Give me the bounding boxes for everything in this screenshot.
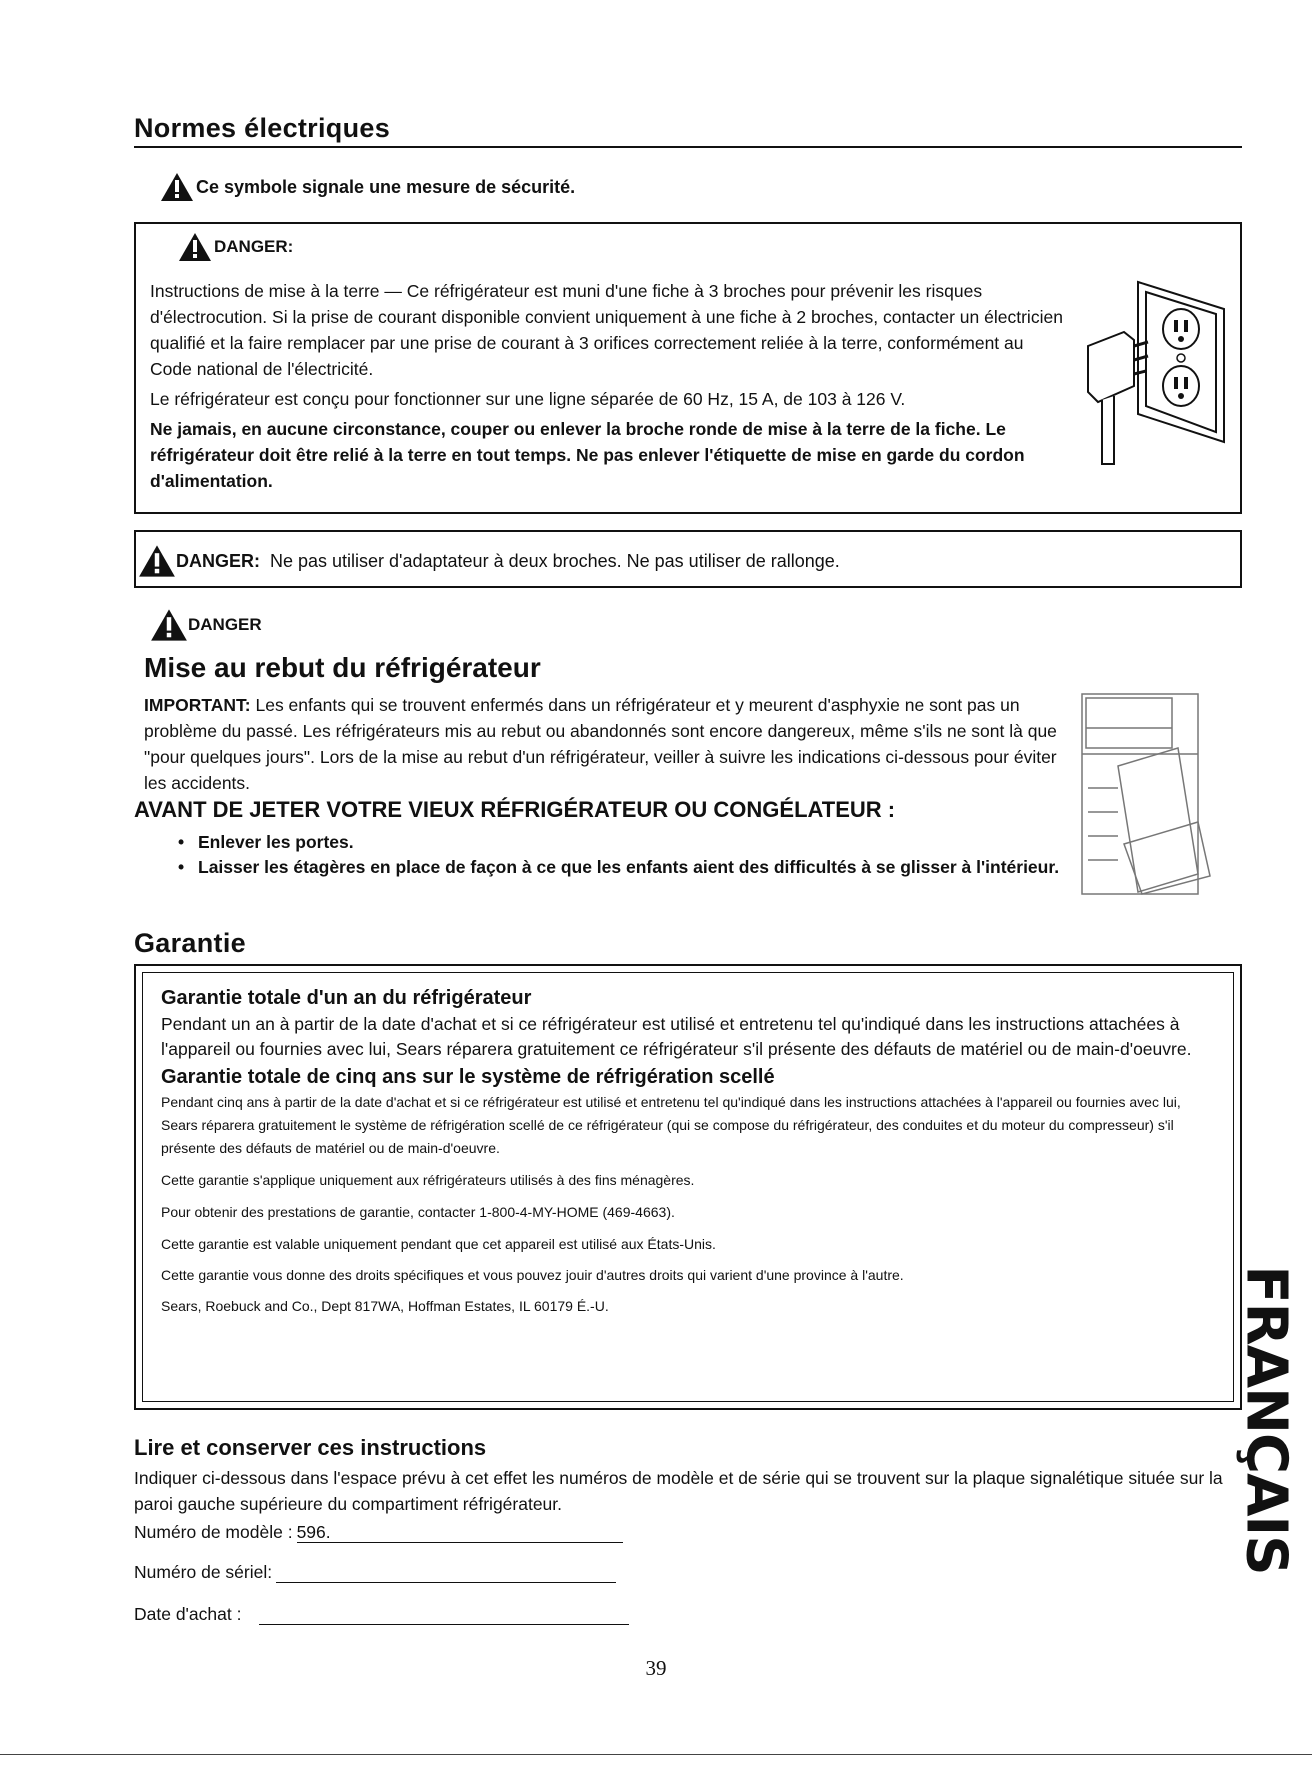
model-number-label: Numéro de modèle : [134, 1522, 293, 1542]
danger-label: DANGER [188, 615, 262, 634]
warranty-line: Cette garantie s'applique uniquement aux réfrigérateurs utilisés à des fins ménagères. [161, 1172, 695, 1188]
power-requirements: Le réfrigérateur est conçu pour fonctionner sur une ligne séparée de 60 Hz, 15 A, de 103 à 126 V. [150, 389, 906, 409]
page-bottom-edge [0, 1754, 1312, 1755]
disposal-bullets [182, 830, 1062, 880]
important-label: IMPORTANT: [144, 695, 251, 715]
grounded-outlet-plug-illustration [1076, 274, 1226, 474]
danger-body [150, 278, 1070, 494]
danger-adapter-row [138, 544, 840, 578]
list-item: • Enlever les portes. [182, 830, 1062, 855]
warning-triangle-icon [178, 232, 212, 262]
grounding-warning: Ne jamais, en aucune circonstance, couper ou enlever la broche ronde de mise à la terre de la fiche. Le réfrigérateur doit être relié à la terre en tout temps. Ne pas enlever l'étiquette de mise en garde du cordon d'alimentation. [150, 419, 1025, 491]
serial-number-line [276, 1562, 616, 1583]
grounding-instructions: Instructions de mise à la terre — Ce réfrigérateur est muni d'une fiche à 3 broches pour prévenir les risques d'électrocution. Si la prise de courant disponible convient uniquement à une fiche à 2 broches, contacter un électricien qualifié et la faire remplacer par une prise de courant à 3 orifices correctement reliée à la terre, conformément au Code national de l'électricité. [150, 281, 1063, 379]
purchase-date-label: Date d'achat : [134, 1604, 242, 1624]
warning-triangle-icon [160, 172, 194, 202]
warranty-box [134, 964, 1242, 1410]
electrical-heading: Normes électriques [134, 113, 391, 143]
warranty-heading: Garantie [134, 928, 246, 958]
one-year-warranty-title: Garantie totale d'un an du réfrigérateur [161, 987, 532, 1009]
language-side-tab [1226, 1265, 1306, 1575]
heading-rule [134, 146, 1242, 148]
danger-box-adapter [134, 530, 1242, 588]
five-year-warranty-text: Pendant cinq ans à partir de la date d'achat et si ce réfrigérateur est utilisé et entretenu tel qu'indiqué dans les instructions attachées à l'appareil ou fournies avec lui, Sears réparera gratuitement le système de réfrigération scellé de ce réfrigérateur (qui se compose du réfrigérateur, des conduites et du moteur du compresseur) s'il présente des défauts de matériel ou de main-d'oeuvre. [161, 1094, 1181, 1156]
page-number: 39 [645, 1656, 667, 1680]
warning-triangle-icon [138, 544, 176, 578]
disposal-danger-row [150, 608, 262, 642]
disposal-important [144, 692, 1064, 796]
disposal-heading: Mise au rebut du réfrigérateur [144, 652, 541, 683]
one-year-warranty-text: Pendant un an à partir de la date d'achat et si ce réfrigérateur est utilisé et entretenu tel qu'indiqué dans les instructions attachées à l'appareil ou fournies avec lui, Sears réparera gratuitement ce réfrigérateur s'il présente des défauts de matériel ou de main-d'oeuvre. [161, 1014, 1192, 1059]
safety-symbol-note [160, 172, 575, 202]
refrigerator-doors-removed-illustration [1058, 688, 1218, 906]
warning-triangle-icon [150, 608, 188, 642]
danger-label: DANGER: [214, 237, 294, 256]
warranty-line: Cette garantie est valable uniquement pendant que cet appareil est utilisé aux États-Unis. [161, 1236, 716, 1252]
adapter-warning-text: Ne pas utiliser d'adaptateur à deux broches. Ne pas utiliser de rallonge. [270, 550, 840, 571]
danger-label-row [178, 232, 293, 262]
five-year-warranty-title: Garantie totale de cinq ans sur le système de réfrigération scellé [161, 1066, 775, 1088]
safety-symbol-text: Ce symbole signale une mesure de sécurité. [196, 176, 576, 197]
purchase-date-field [134, 1604, 629, 1625]
purchase-date-line [259, 1604, 629, 1625]
model-number-line [297, 1522, 623, 1543]
language-tab-label: FRANÇAIS [1233, 1265, 1299, 1575]
danger-box-grounding [134, 222, 1242, 514]
warranty-address: Sears, Roebuck and Co., Dept 817WA, Hoffman Estates, IL 60179 É.-U. [161, 1298, 609, 1314]
warranty-box-inner [142, 972, 1234, 1402]
warranty-line: Cette garantie vous donne des droits spécifiques et vous pouvez jouir d'autres droits qui varient d'une province à l'autre. [161, 1267, 904, 1283]
serial-number-label: Numéro de sériel: [134, 1562, 273, 1582]
serial-number-field [134, 1562, 616, 1583]
warranty-line: Pour obtenir des prestations de garantie, contacter 1-800-4-MY-HOME (469-4663). [161, 1204, 675, 1220]
important-text: Les enfants qui se trouvent enfermés dans un réfrigérateur et y meurent d'asphyxie ne sont pas un problème du passé. Les réfrigérateurs mis au rebut ou abandonnés sont encore dangereux, même s'ils ne sont là que "pour quelques jours". Lors de la mise au rebut d'un réfrigérateur, veiller à suivre les indications ci-dessous pour éviter les accidents. [144, 695, 1057, 793]
disposal-subheading: AVANT DE JETER VOTRE VIEUX RÉFRIGÉRATEUR OU CONGÉLATEUR : [134, 797, 896, 822]
list-item: • Laisser les étagères en place de façon à ce que les enfants aient des difficultés à se glisser à l'intérieur. [182, 855, 1062, 880]
model-number-field [134, 1522, 623, 1543]
keep-instructions-heading: Lire et conserver ces instructions [134, 1435, 487, 1460]
keep-instructions-text: Indiquer ci-dessous dans l'espace prévu à cet effet les numéros de modèle et de série qui se trouvent sur la plaque signalétique située sur la paroi gauche supérieure du compartiment réfrigérateur. [134, 1468, 1223, 1514]
danger-label: DANGER: [176, 550, 260, 571]
model-number-value: 596. [296, 1522, 331, 1542]
